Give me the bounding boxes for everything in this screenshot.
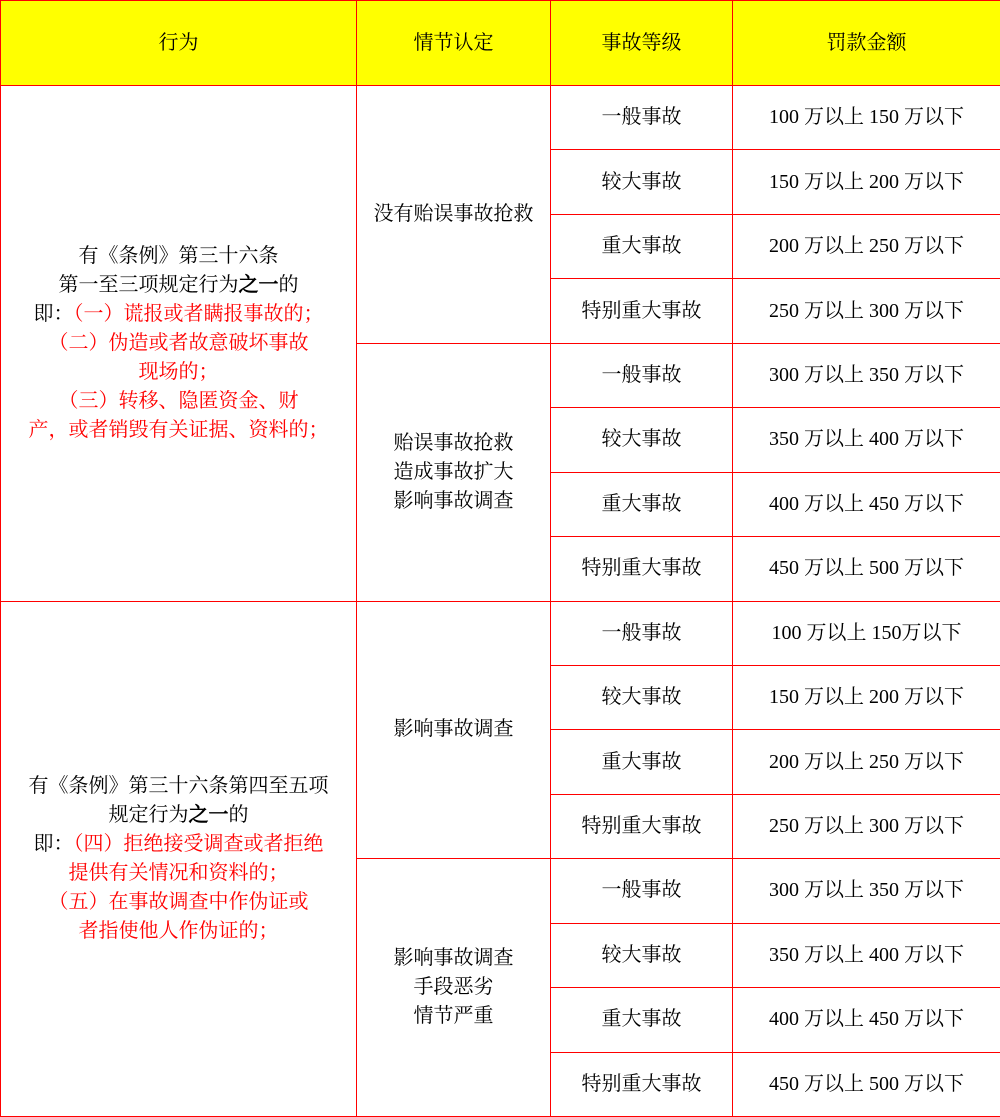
behavior-line: 者指使他人作伪证的； [78, 919, 279, 942]
behavior-line: 第一至三项规定行为之一的 [58, 273, 299, 296]
accident-level-cell: 特别重大事故 [551, 794, 733, 858]
column-header-accident-level: 事故等级 [551, 1, 733, 86]
fine-amount-cell: 450 万以上 500 万以下 [733, 1052, 1000, 1116]
behavior-line: 即：（一）谎报或者瞒报事故的； [33, 302, 324, 325]
circumstance-line: 影响事故调查 [393, 718, 514, 741]
accident-level-cell: 重大事故 [551, 214, 733, 278]
accident-level-cell: 重大事故 [551, 472, 733, 536]
fine-amount-cell: 150 万以上 200 万以下 [733, 665, 1000, 729]
column-header-behavior: 行为 [1, 1, 357, 86]
accident-level-cell: 较大事故 [551, 150, 733, 214]
behavior-line: 产，或者销毁有关证据、资料的； [28, 418, 329, 441]
table-row [1, 86, 1000, 150]
accident-level-cell: 特别重大事故 [551, 279, 733, 343]
accident-level-cell: 较大事故 [551, 665, 733, 729]
behavior-line: 规定行为之一的 [108, 803, 249, 826]
circumstance-line: 情节严重 [413, 1005, 494, 1028]
column-header-circumstance: 情节认定 [357, 1, 551, 86]
behavior-line: 现场的； [138, 360, 219, 383]
accident-level-cell: 特别重大事故 [551, 1052, 733, 1116]
circumstance-cell-g2-s1 [357, 601, 551, 859]
fine-amount-cell: 350 万以上 400 万以下 [733, 923, 1000, 987]
accident-level-cell: 一般事故 [551, 601, 733, 665]
behavior-line: （五）在事故调查中作伪证或 [48, 890, 309, 913]
accident-level-cell: 特别重大事故 [551, 537, 733, 601]
table-header-row [1, 1, 1000, 86]
fine-amount-cell: 100 万以上 150 万以下 [733, 86, 1000, 150]
fine-amount-cell: 250 万以上 300 万以下 [733, 794, 1000, 858]
behavior-cell-group-1 [1, 86, 357, 602]
circumstance-line: 没有贻误事故抢救 [373, 202, 534, 225]
accident-level-cell: 一般事故 [551, 859, 733, 923]
table-row [1, 601, 1000, 665]
accident-level-cell: 较大事故 [551, 408, 733, 472]
behavior-line: 有《条例》第三十六条第四至五项 [28, 774, 329, 797]
circumstance-line: 手段恶劣 [413, 976, 494, 999]
accident-level-cell: 较大事故 [551, 923, 733, 987]
circumstance-line: 影响事故调查 [393, 947, 514, 970]
fine-amount-cell: 100 万以上 150万以下 [733, 601, 1000, 665]
accident-level-cell: 一般事故 [551, 86, 733, 150]
fine-amount-cell: 300 万以上 350 万以下 [733, 859, 1000, 923]
accident-level-cell: 一般事故 [551, 343, 733, 407]
circumstance-cell-g1-s1 [357, 86, 551, 344]
fine-amount-cell: 150 万以上 200 万以下 [733, 150, 1000, 214]
fine-amount-cell: 200 万以上 250 万以下 [733, 214, 1000, 278]
circumstance-cell-g1-s2 [357, 343, 551, 601]
fine-amount-cell: 300 万以上 350 万以下 [733, 343, 1000, 407]
circumstance-line: 影响事故调查 [393, 489, 514, 512]
behavior-line: （二）伪造或者故意破坏事故 [48, 331, 309, 354]
behavior-line: 有《条例》第三十六条 [78, 244, 279, 267]
fine-amount-cell: 350 万以上 400 万以下 [733, 408, 1000, 472]
fine-amount-cell: 200 万以上 250 万以下 [733, 730, 1000, 794]
table-body [1, 86, 1000, 1117]
accident-level-cell: 重大事故 [551, 730, 733, 794]
circumstance-line: 造成事故扩大 [393, 460, 514, 483]
behavior-cell-group-2 [1, 601, 357, 1117]
fine-amount-cell: 450 万以上 500 万以下 [733, 537, 1000, 601]
table-header [1, 1, 1000, 86]
behavior-line: 提供有关情况和资料的； [68, 861, 289, 884]
fine-amount-cell: 400 万以上 450 万以下 [733, 472, 1000, 536]
accident-level-cell: 重大事故 [551, 988, 733, 1052]
circumstance-cell-g2-s2 [357, 859, 551, 1117]
behavior-line: （三）转移、隐匿资金、财 [58, 389, 299, 412]
behavior-line: 即：（四）拒绝接受调查或者拒绝 [33, 832, 324, 855]
fine-amount-cell: 250 万以上 300 万以下 [733, 279, 1000, 343]
fine-amount-cell: 400 万以上 450 万以下 [733, 988, 1000, 1052]
circumstance-line: 贻误事故抢救 [393, 431, 514, 454]
column-header-fine-amount: 罚款金额 [733, 1, 1000, 86]
